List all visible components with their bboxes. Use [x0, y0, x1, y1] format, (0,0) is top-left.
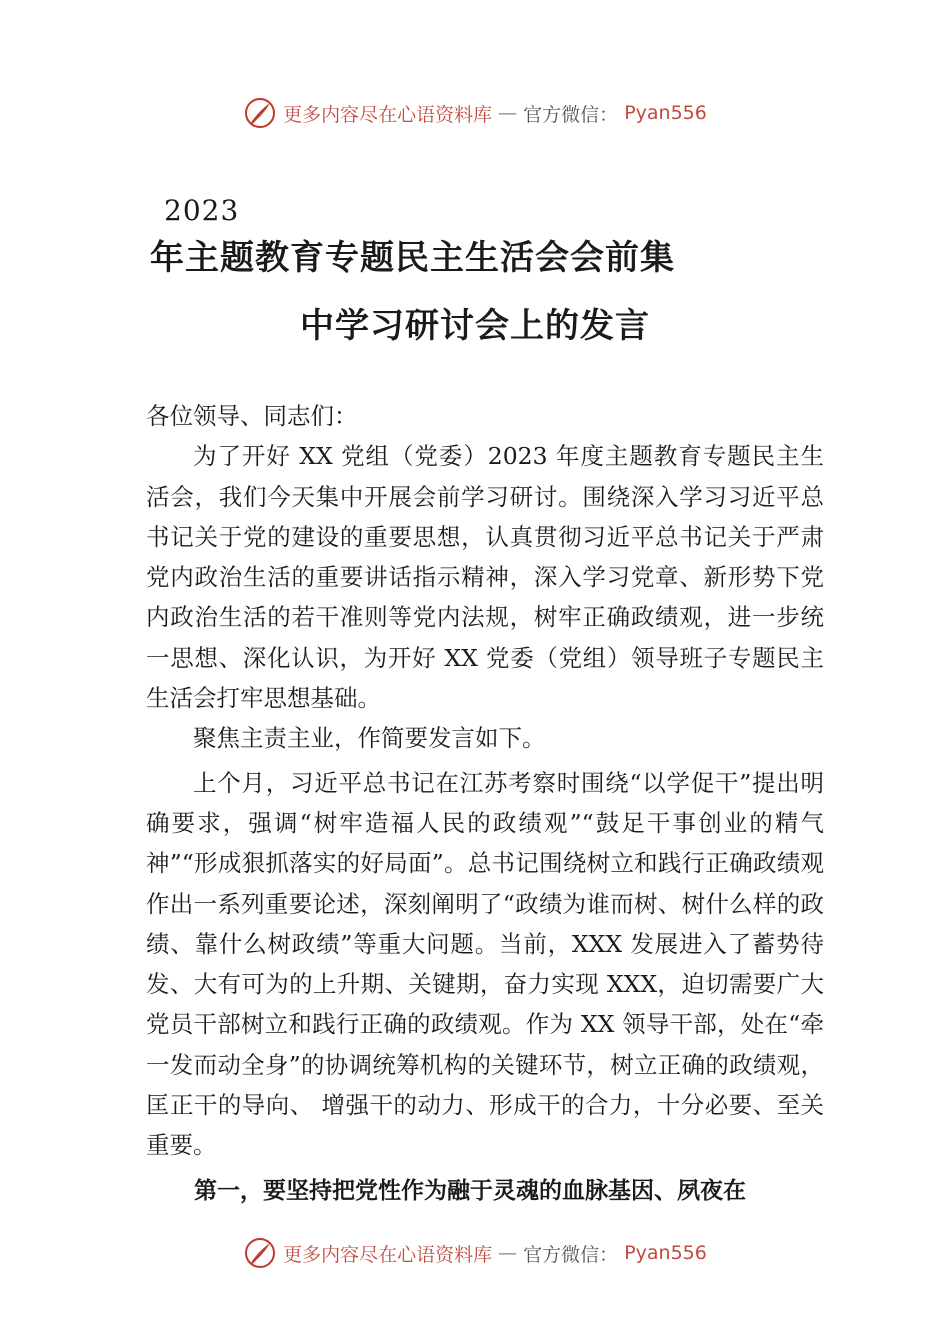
watermark-header [0, 96, 950, 130]
quill-logo-icon [243, 1236, 277, 1270]
watermark-label: 官方微信： [523, 103, 619, 126]
paragraph-main: 上个月，习近平总书记在江苏考察时围绕“以学促干”提出明确要求，强调“树牢造福人民的政绩观”“鼓足干事创业的精气神”“形成狠抓落实的好局面”。总书记围绕树立和践行正确政绩观作出一系列重要论述，深刻阐明了“政绩为谁而树、树什么样的政绩、靠什么树政绩”等重大问题。当前，XXX 发展进入了蓄势待发、大有可为的上升期、关键期，奋力实现 XXX，迫切需要广大党员干部树立和践行正确的政绩观。作为 XX 领导干部，处在“牵一发而动全身”的协调统筹机构的关键环节，树立正确的政绩观，匡正干的导向、 增强干的动力、形成干的合力，十分必要、至关重要。 [146, 768, 824, 1160]
paragraph-focus: 聚焦主责主业，作简要发言如下。 [193, 724, 546, 753]
watermark-label: 官方微信： [523, 1243, 619, 1266]
watermark-id: Pyan556 [624, 102, 707, 124]
quill-logo-icon [243, 96, 277, 130]
title-line-2: 中学习研讨会上的发言 [300, 306, 650, 346]
watermark-footer [0, 1236, 950, 1270]
watermark-separator: — [498, 1242, 518, 1264]
watermark-separator: — [498, 102, 518, 124]
salutation: 各位领导、同志们： [146, 402, 358, 430]
paragraph-intro: 为了开好 XX 党组（党委）2023 年度主题教育专题民主生活会，我们今天集中开展会前学习研讨。围绕深入学习习近平总书记关于党的建设的重要思想，认真贯彻习近平总书记关于严肃党内政治生活的重要讲话指示精神，深入学习党章、新形势下党内政治生活的若干准则等党内法规，树牢正确政绩观，进一步统一思想、深化认识，为开好 XX 党委（党组）领导班子专题民主生活会打牢思想基础。 [146, 442, 824, 713]
title-line-1: 年主题教育专题民主生活会会前集 [150, 238, 675, 278]
watermark-id: Pyan556 [624, 1242, 707, 1264]
section-heading: 第一，要坚持把党性作为融于灵魂的血脉基因、夙夜在 [194, 1178, 746, 1204]
title-year: 2023 [164, 194, 240, 227]
watermark-text: 更多内容尽在心语资料库 [283, 1243, 493, 1266]
watermark-text: 更多内容尽在心语资料库 [283, 103, 493, 126]
document-body [146, 396, 824, 1166]
